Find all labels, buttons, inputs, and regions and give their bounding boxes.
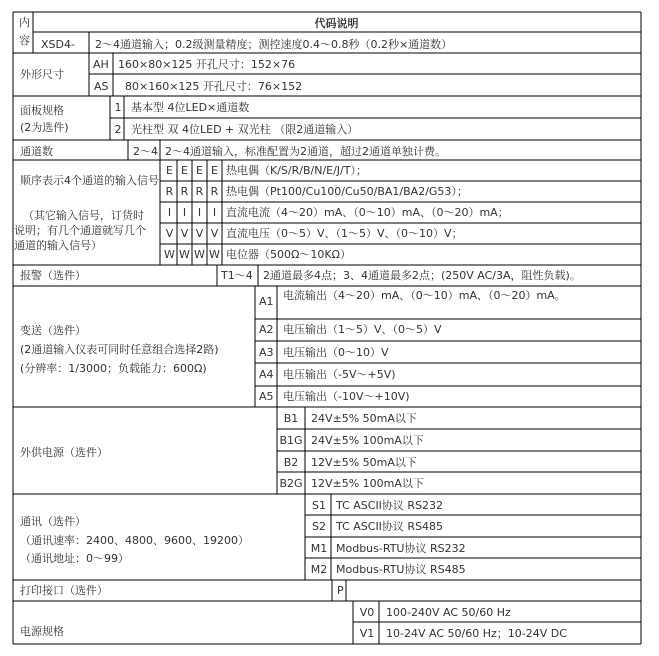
- input-text: 直流电流（4～20）mA、（0～10）mA、（0～20）mA；: [226, 206, 509, 219]
- transmit-code: A3: [259, 346, 274, 359]
- alarm-code: T1～4: [221, 269, 253, 282]
- power-label: 电源规格: [20, 625, 64, 638]
- power-out-code: B2G: [279, 477, 303, 490]
- channels-text: 2～4通道输入，标准配置为2通道，超过2通道单独计费。: [165, 145, 446, 158]
- input-code: I: [182, 206, 187, 219]
- content-label-line2: 容: [19, 34, 30, 47]
- input-code: W: [194, 248, 205, 261]
- panel-label: 面板规格: [20, 104, 64, 117]
- transmit-text: 电压输出（1～5）V、（0～5）V: [283, 323, 442, 336]
- power-out-label: 外供电源（选件）: [20, 446, 108, 459]
- panel-text: 基本型 4位LED×通道数: [131, 101, 250, 114]
- comm-note: （通讯地址：0～99）: [20, 552, 129, 565]
- power-out-text: 24V±5% 50mA以下: [311, 412, 417, 425]
- transmit-text: 电压输出（-5V～+5V): [283, 368, 396, 381]
- input-code: R: [165, 185, 174, 198]
- power-text: 100-240V AC 50/60 Hz: [386, 606, 511, 619]
- input-code: E: [211, 164, 218, 177]
- model-code: XSD4-: [41, 38, 75, 51]
- panel-code: 2: [114, 123, 122, 136]
- input-text: 电位器（500Ω～10KΩ）: [226, 248, 352, 261]
- printer-code: P: [337, 584, 344, 597]
- comm-code: S2: [312, 520, 326, 533]
- content-label-line1: 内: [19, 16, 30, 29]
- input-code: W: [209, 248, 220, 261]
- power-out-text: 12V±5% 50mA以下: [311, 456, 417, 469]
- input-code: R: [195, 185, 204, 198]
- power-out-text: 12V±5% 100mA以下: [311, 477, 424, 490]
- input-code: E: [166, 164, 173, 177]
- transmit-note: (2通道输入仪表可同时任意组合选择2路): [20, 343, 219, 356]
- input-code: E: [181, 164, 188, 177]
- power-text: 10-24V AC 50/60 Hz；10-24V DC: [386, 627, 567, 640]
- input-code: I: [212, 206, 217, 219]
- input-code: I: [197, 206, 202, 219]
- dimension-code: AH: [93, 58, 109, 71]
- input-text: 热电偶（K/S/R/B/N/E/J/T）；: [226, 164, 367, 177]
- transmit-code: A4: [259, 368, 274, 381]
- input-text: 热电偶（Pt100/Cu100/Cu50/BA1/BA2/G53）；: [226, 185, 468, 198]
- printer-label: 打印接口（选件）: [20, 584, 108, 597]
- model-description: 2～4通道输入；0.2级测量精度；测控速度0.4～0.8秒（0.2秒×通道数）: [95, 38, 453, 51]
- power-out-code: B1G: [279, 434, 303, 447]
- comm-code: M2: [310, 563, 328, 576]
- input-code: W: [179, 248, 190, 261]
- inputs-note: 说明；有几个通道就写几个: [14, 224, 146, 237]
- dimension-text: 80×160×125 开孔尺寸：76×152: [125, 80, 303, 93]
- power-out-code: B1: [283, 412, 299, 425]
- input-code: R: [210, 185, 219, 198]
- comm-text: Modbus-RTU协议 RS232: [336, 542, 466, 555]
- transmit-code: A2: [259, 323, 274, 336]
- power-out-text: 24V±5% 100mA以下: [311, 434, 424, 447]
- channels-code: 2～4: [133, 145, 158, 158]
- input-code: I: [167, 206, 172, 219]
- input-code: V: [180, 227, 189, 240]
- dimensions-label: 外形尺寸: [20, 68, 64, 81]
- panel-text: 光柱型 双 4位LED + 双光柱 （限2通道输入）: [131, 123, 359, 136]
- power-out-code: B2: [283, 456, 299, 469]
- transmit-code: A5: [259, 390, 274, 403]
- table-title: 代码说明: [314, 17, 359, 30]
- panel-code: 1: [114, 101, 122, 114]
- inputs-note: 通道的输入信号）: [14, 239, 102, 252]
- power-code: V0: [359, 606, 375, 619]
- power-code: V1: [359, 627, 375, 640]
- input-code: V: [210, 227, 219, 240]
- transmit-text: 电压输出（0～10）V: [283, 346, 389, 359]
- alarm-text: 2通道最多4点；3、4通道最多2点；(250V AC/3A，阻性负载)。: [263, 269, 581, 282]
- channels-label: 通道数: [20, 145, 53, 158]
- input-code: W: [164, 248, 175, 261]
- input-text: 直流电压（0～5）V、（1～5）V、（0～10）V；: [226, 227, 463, 240]
- transmit-label: 变送（选件）: [20, 324, 86, 337]
- transmit-note: (分辨率：1/3000；负载能力：600Ω): [20, 362, 207, 375]
- inputs-note: （其它输入信号，订货时: [23, 209, 144, 222]
- comm-text: TC ASCII协议 RS232: [336, 499, 444, 512]
- comm-code: S1: [312, 499, 326, 512]
- input-code: V: [165, 227, 174, 240]
- input-code: V: [195, 227, 204, 240]
- inputs-label: 顺序表示4个通道的输入信号: [20, 174, 159, 187]
- comm-label: 通讯（选件）: [20, 515, 86, 528]
- dimension-code: AS: [94, 80, 109, 93]
- transmit-text: 电流输出（4～20）mA、（0～10）mA、（0～20）mA。: [283, 289, 566, 302]
- input-code: R: [180, 185, 189, 198]
- comm-code: M1: [310, 542, 328, 555]
- comm-text: Modbus-RTU协议 RS485: [336, 563, 466, 576]
- transmit-code: A1: [259, 295, 274, 308]
- comm-note: （通讯速率：2400、4800、9600、19200）: [20, 534, 249, 547]
- comm-text: TC ASCII协议 RS485: [336, 520, 444, 533]
- transmit-text: 电压输出（-10V～+10V): [283, 390, 410, 403]
- alarm-label: 报警（选件）: [20, 269, 86, 282]
- panel-label-note: (2为选件): [20, 121, 69, 134]
- dimension-text: 160×80×125 开孔尺寸：152×76: [118, 58, 296, 71]
- input-code: E: [196, 164, 203, 177]
